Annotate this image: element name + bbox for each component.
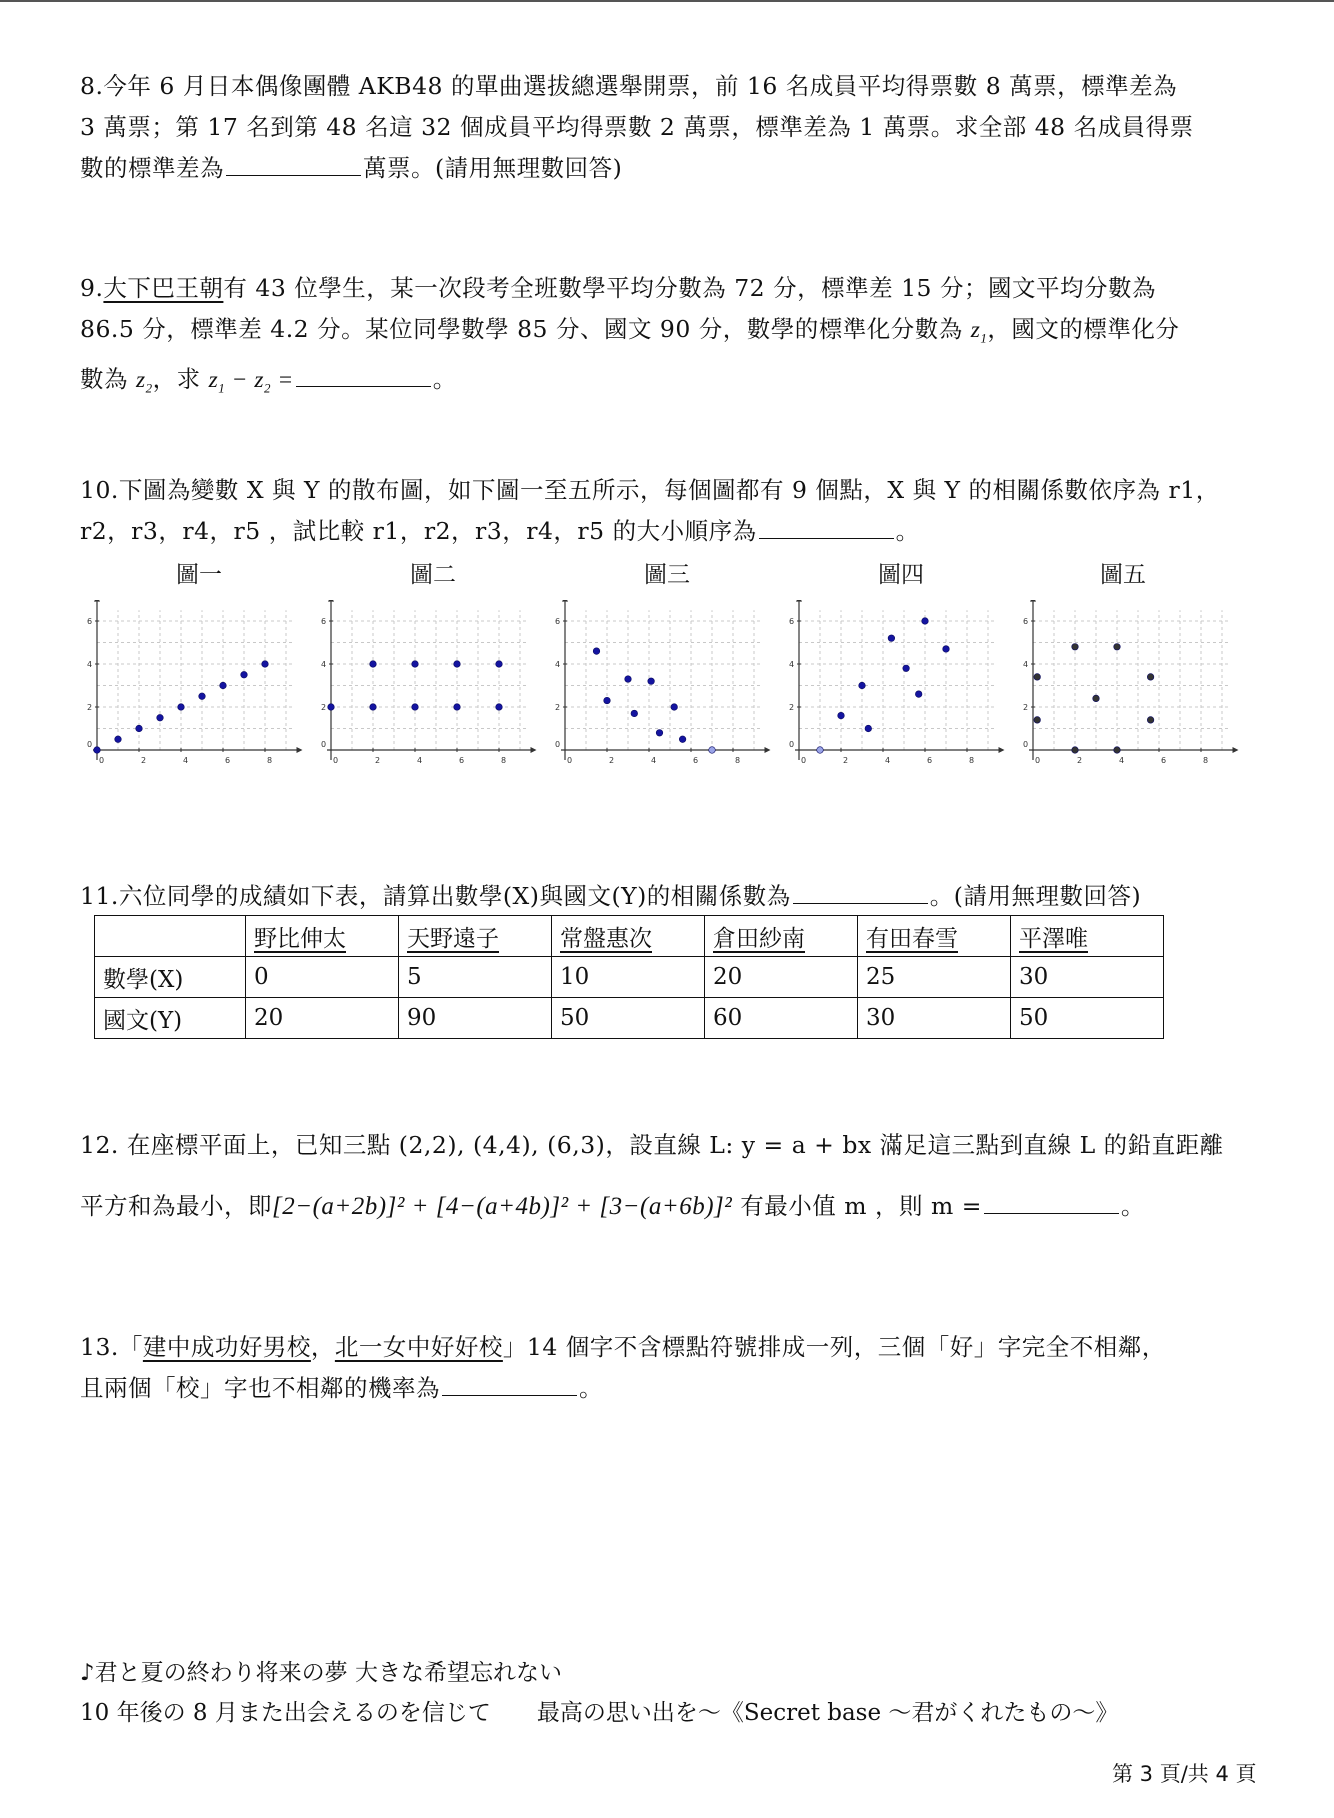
data-point: [328, 704, 335, 711]
q9-line3-pre: 數為: [80, 364, 136, 393]
q8-line2: 3 萬票；第 17 名到第 48 名這 32 個成員平均得票數 2 萬票，標準差為 1 萬票。求全部 48 名成員得票: [80, 113, 1194, 141]
math-row: [95, 957, 1164, 998]
q12-line2-mid: 有最小值 m ，則 m =: [732, 1192, 982, 1220]
x-tick-label: 6: [693, 756, 699, 765]
q9-line2-post: ，國文的標準化分: [987, 315, 1180, 343]
table-corner-cell: [95, 916, 246, 957]
data-point: [648, 678, 655, 685]
q13-phrase-1: 建中成功好男校: [142, 1333, 311, 1361]
data-point: [1034, 674, 1041, 681]
y-tick-label: 6: [321, 617, 327, 626]
x-tick-label: 0: [1035, 756, 1041, 765]
q9-number: 9.: [80, 274, 104, 302]
data-point: [888, 635, 895, 642]
data-point: [94, 747, 101, 754]
data-point: [671, 704, 678, 711]
x-tick-label: 0: [99, 756, 105, 765]
page-footer: 第 3 頁/共 4 頁: [1112, 1762, 1257, 1786]
question-10: [80, 470, 1260, 552]
y-tick-label: 2: [321, 703, 327, 712]
y-tick-label: 4: [1023, 660, 1029, 669]
data-point: [865, 725, 872, 732]
question-9: [80, 268, 1260, 408]
q12-line2: [80, 1186, 1260, 1227]
x-tick-label: 8: [735, 756, 741, 765]
q12-line1: 12. 在座標平面上，已知三點 (2,2), (4,4), (6,3)，設直線 L: y = a + bx 滿足這三點到直線 L 的鉛直距離: [80, 1131, 1224, 1159]
q13-phrase-2: 北一女中好好校: [334, 1333, 503, 1361]
question-11: [80, 876, 1260, 917]
z1-symbol: $z_1$: [970, 317, 988, 346]
data-point: [115, 736, 122, 743]
y-tick-label: 4: [321, 660, 327, 669]
chinese-score: 60: [705, 998, 858, 1039]
q10-line2-pre: r2，r3，r4，r5 ，試比較 r1，r2，r3，r4，r5 的大小順序為: [80, 517, 757, 545]
data-point: [241, 671, 248, 678]
scatter-plot-3: [555, 600, 771, 765]
student-name: 野比伸太: [246, 916, 399, 957]
scatter-plots: [85, 600, 1245, 785]
q10-answer-blank[interactable]: [759, 537, 894, 539]
data-point: [412, 661, 419, 668]
y-tick-label: 4: [87, 660, 93, 669]
x-axis-arrow: [999, 747, 1005, 753]
q9-line2-pre: 86.5 分，標準差 4.2 分。某位同學數學 85 分、國文 90 分，數學的標準化分數為: [80, 315, 971, 343]
q9-answer-blank[interactable]: [296, 385, 431, 387]
data-point: [1072, 747, 1079, 754]
x-tick-label: 8: [267, 756, 273, 765]
x-tick-label: 4: [885, 756, 891, 765]
x-tick-label: 6: [459, 756, 465, 765]
student-name: 平澤唯: [1011, 916, 1164, 957]
math-row-label: 數學(X): [95, 957, 246, 998]
y-axis-arrow: [1030, 600, 1036, 602]
q8-answer-blank[interactable]: [226, 174, 361, 176]
data-point: [679, 736, 686, 743]
q9-line3: [80, 359, 1260, 409]
scores-table: [94, 915, 1164, 1039]
scatter-plot-5: [1023, 600, 1239, 765]
chinese-row: [95, 998, 1164, 1039]
y-tick-label: 6: [555, 617, 561, 626]
question-8: [80, 66, 1260, 189]
x-axis-arrow: [531, 747, 537, 753]
data-point: [593, 648, 600, 655]
x-axis-arrow: [765, 747, 771, 753]
q13-line1-rest: 」14 個字不含標點符號排成一列，三個「好」字完全不相鄰，: [502, 1333, 1166, 1361]
q9-line1: [80, 268, 1260, 309]
data-point: [178, 704, 185, 711]
q12-formula: [2−(a+2b)]² + [4−(a+4b)]² + [3−(a+6b)]²: [272, 1193, 733, 1220]
data-point: [496, 661, 503, 668]
q13-number: 13.「: [80, 1333, 143, 1361]
data-point: [496, 704, 503, 711]
q13-line2-pre: 且兩個「校」字也不相鄰的機率為: [80, 1374, 440, 1402]
data-point: [943, 646, 950, 653]
y-tick-label: 6: [789, 617, 795, 626]
origin-label-y: 0: [555, 740, 561, 749]
x-tick-label: 6: [1161, 756, 1167, 765]
math-score: 5: [399, 957, 552, 998]
data-point: [1147, 717, 1154, 724]
student-name: 天野遠子: [399, 916, 552, 957]
data-point: [1147, 674, 1154, 681]
q13-line1: [80, 1327, 1260, 1368]
y-tick-label: 2: [87, 703, 93, 712]
q12-answer-blank[interactable]: [984, 1212, 1119, 1214]
chinese-score: 90: [399, 998, 552, 1039]
q13-line2: [80, 1368, 1260, 1409]
data-point: [604, 697, 611, 704]
origin-label-y: 0: [321, 740, 327, 749]
data-point: [915, 691, 922, 698]
chinese-row-label: 國文(Y): [95, 998, 246, 1039]
data-point: [157, 714, 164, 721]
data-point: [454, 704, 461, 711]
y-tick-label: 2: [789, 703, 795, 712]
q13-line2-end: 。: [579, 1374, 603, 1402]
y-tick-label: 4: [789, 660, 795, 669]
figure-2-title: 圖二: [410, 562, 456, 588]
data-point: [199, 693, 206, 700]
x-tick-label: 2: [141, 756, 147, 765]
data-point: [859, 682, 866, 689]
math-score: 10: [552, 957, 705, 998]
math-score: 0: [246, 957, 399, 998]
data-point: [370, 661, 377, 668]
data-point: [220, 682, 227, 689]
lyric-line-1: ♪君と夏の終わり将来の夢 大きな希望忘れない: [80, 1660, 562, 1686]
data-point: [709, 747, 716, 754]
chinese-score: 30: [858, 998, 1011, 1039]
x-tick-label: 8: [501, 756, 507, 765]
x-tick-label: 8: [969, 756, 975, 765]
scatter-plot-4: [789, 600, 1005, 765]
table-header-row: [95, 916, 1164, 957]
x-tick-label: 4: [651, 756, 657, 765]
data-point: [370, 704, 377, 711]
math-score: 20: [705, 957, 858, 998]
z1-minus-z2-expression: $z_1 - z_2$ =: [208, 366, 294, 396]
q13-comma: ，: [310, 1333, 335, 1361]
data-point: [903, 665, 910, 672]
q13-answer-blank[interactable]: [442, 1394, 577, 1396]
data-point: [262, 661, 269, 668]
q9-line2: [80, 309, 1260, 359]
y-axis-arrow: [562, 600, 568, 602]
data-point: [1093, 695, 1100, 702]
x-tick-label: 0: [333, 756, 339, 765]
origin-label-y: 0: [87, 740, 93, 749]
q9-line1-rest: 有 43 位學生，某一次段考全班數學平均分數為 72 分，標準差 15 分；國文平均分數為: [223, 274, 1156, 302]
y-axis-arrow: [94, 600, 100, 602]
q10-line2-end: 。: [895, 517, 920, 545]
y-tick-label: 4: [555, 660, 561, 669]
data-point: [1072, 644, 1079, 651]
data-point: [838, 712, 845, 719]
figure-4-title: 圖四: [878, 562, 924, 588]
data-point: [922, 618, 929, 625]
x-axis-arrow: [297, 747, 303, 753]
data-point: [1034, 717, 1041, 724]
figure-1-title: 圖一: [176, 562, 222, 588]
q11-answer-blank[interactable]: [793, 902, 928, 904]
z2-symbol: $z_2$: [135, 366, 153, 396]
x-axis-arrow: [1233, 747, 1239, 753]
origin-label-y: 0: [789, 740, 795, 749]
x-tick-label: 4: [417, 756, 423, 765]
question-12: [80, 1125, 1260, 1227]
y-tick-label: 6: [1023, 617, 1029, 626]
origin-label-y: 0: [1023, 740, 1029, 749]
q11-line-post: 。(請用無理數回答): [929, 882, 1142, 910]
math-score: 30: [1011, 957, 1164, 998]
q9-line3-end: 。: [432, 364, 457, 393]
y-axis-arrow: [796, 600, 802, 602]
data-point: [412, 704, 419, 711]
data-point: [656, 730, 663, 737]
chinese-score: 20: [246, 998, 399, 1039]
y-tick-label: 6: [87, 617, 93, 626]
x-tick-label: 6: [225, 756, 231, 765]
x-tick-label: 2: [609, 756, 615, 765]
student-name: 有田春雪: [858, 916, 1011, 957]
question-13: [80, 1327, 1260, 1409]
y-axis-arrow: [328, 600, 334, 602]
x-tick-label: 2: [843, 756, 849, 765]
figure-5-title: 圖五: [1100, 562, 1146, 588]
student-name: 倉田紗南: [705, 916, 858, 957]
y-tick-label: 2: [555, 703, 561, 712]
q11-line-pre: 11.六位同學的成績如下表，請算出數學(X)與國文(Y)的相關係數為: [80, 882, 791, 910]
q10-line2: [80, 511, 1260, 552]
data-point: [625, 676, 632, 683]
data-point: [1114, 747, 1121, 754]
data-point: [136, 725, 143, 732]
figure-3-title: 圖三: [644, 562, 690, 588]
data-point: [631, 710, 638, 717]
student-name: 常盤惠次: [552, 916, 705, 957]
q9-dynasty-name: 大下巴王朝: [103, 274, 224, 302]
q8-line1: 8.今年 6 月日本偶像團體 AKB48 的單曲選拔總選舉開票，前 16 名成員平均得票數 8 萬票，標準差為: [80, 72, 1178, 100]
q12-line2-end: 。: [1120, 1192, 1145, 1220]
q10-line1: 10.下圖為變數 X 與 Y 的散布圖，如下圖一至五所示，每個圖都有 9 個點，X 與 Y 的相關係數依序為 r1，: [80, 476, 1220, 504]
x-tick-label: 4: [183, 756, 189, 765]
q8-line3: [80, 148, 1260, 189]
x-tick-label: 0: [801, 756, 807, 765]
data-point: [817, 747, 824, 754]
chinese-score: 50: [552, 998, 705, 1039]
scatter-plot-2: [321, 600, 537, 765]
q8-line3-pre: 數的標準差為: [80, 154, 224, 182]
x-tick-label: 6: [927, 756, 933, 765]
q9-line3-mid: ，求: [152, 364, 209, 393]
q12-line2-pre: 平方和為最小，即: [80, 1192, 272, 1220]
data-point: [454, 661, 461, 668]
x-tick-label: 8: [1203, 756, 1209, 765]
x-tick-label: 2: [1077, 756, 1083, 765]
math-score: 25: [858, 957, 1011, 998]
x-tick-label: 4: [1119, 756, 1125, 765]
lyric-line-2: 10 年後の 8 月また出会えるのを信じて 最高の思い出を～《Secret base ～君がくれたもの～》: [80, 1700, 1119, 1726]
q8-line3-post: 萬票。(請用無理數回答): [363, 154, 623, 182]
scatter-plot-1: [87, 600, 303, 765]
x-tick-label: 2: [375, 756, 381, 765]
chinese-score: 50: [1011, 998, 1164, 1039]
y-tick-label: 2: [1023, 703, 1029, 712]
data-point: [1114, 644, 1121, 651]
x-tick-label: 0: [567, 756, 573, 765]
